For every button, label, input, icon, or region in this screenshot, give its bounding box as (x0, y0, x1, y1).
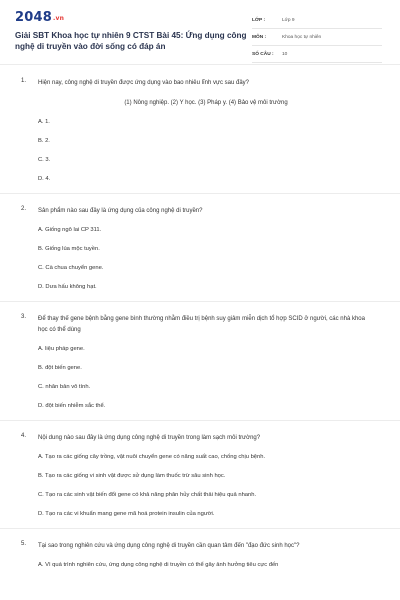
question-divider (0, 420, 400, 421)
logo-text: 2048 (15, 10, 52, 25)
question-number: 5. (21, 541, 27, 547)
header-divider (0, 64, 400, 65)
answer-option-a[interactable]: A. Giống ngô lai CP 311. (38, 227, 102, 233)
header (0, 0, 400, 64)
answer-option-c[interactable]: C. Tạo ra các sinh vật biến đổi gene có khả năng phân hủy chất thải hiệu quả nhanh. (38, 492, 257, 498)
question-5 (0, 541, 400, 579)
meta-value: Khoa học tự nhiên (282, 34, 322, 40)
meta-value: 10 (282, 51, 288, 57)
site-logo[interactable] (15, 10, 64, 25)
meta-info (252, 12, 382, 63)
question-4 (0, 433, 400, 529)
answer-option-b[interactable]: B. 2. (38, 138, 50, 144)
question-divider (0, 301, 400, 302)
answer-options (38, 560, 374, 579)
answer-option-c[interactable]: C. 3. (38, 157, 51, 163)
answer-option-b[interactable]: B. Giống lúa mộc tuyền. (38, 246, 100, 252)
question-divider (0, 528, 400, 529)
logo-suffix: .vn (52, 15, 65, 22)
question-list (0, 78, 400, 579)
answer-option-a[interactable]: A. Vì quá trình nghiên cứu, ứng dụng công nghệ di truyền có thể gây ảnh hưởng tiêu cực đến (38, 562, 279, 568)
question-text: Nội dung nào sau đây là ứng dụng công nghệ di truyền trong làm sạch môi trường? (38, 435, 261, 441)
question-1 (0, 78, 400, 194)
meta-key: LỚP : (252, 17, 266, 23)
meta-value: Lớp 9 (282, 17, 295, 23)
meta-row-count (252, 46, 382, 63)
answer-option-c[interactable]: C. nhân bản vô tính. (38, 384, 91, 390)
question-number: 4. (21, 433, 27, 439)
question-3 (0, 314, 400, 421)
answer-options (38, 117, 374, 193)
meta-key: MÔN : (252, 34, 267, 40)
question-number: 1. (21, 78, 27, 84)
answer-option-c[interactable]: C. Cà chua chuyển gene. (38, 265, 104, 271)
answer-options (38, 344, 374, 420)
page-title: Giải SBT Khoa học tự nhiên 9 CTST Bài 45: Ứng dụng công nghệ di truyền vào đời sống có đáp án (15, 31, 247, 51)
answer-option-d[interactable]: D. 4. (38, 176, 51, 182)
question-text: Để thay thế gene bệnh bằng gene bình thường nhằm điều trị bệnh suy giảm miễn dịch tổ hợp SCID ở người, các nhà khoa học có thể dùng (38, 316, 365, 333)
answer-option-a[interactable]: A. Tạo ra các giống cây trồng, vật nuôi chuyển gene có năng suất cao, chống chịu bệnh. (38, 454, 266, 460)
answer-options (38, 452, 374, 528)
question-text: Tại sao trong nghiên cứu và ứng dụng công nghệ di truyền cần quan tâm đến "đạo đức sinh học"? (38, 543, 300, 549)
question-statements: (1) Nông nghiệp. (2) Y học. (3) Pháp y. (4) Bảo vệ môi trường (124, 100, 288, 106)
answer-options (38, 225, 374, 301)
meta-row-subject (252, 29, 382, 46)
question-divider (0, 193, 400, 194)
meta-key: SỐ CÂU : (252, 51, 274, 57)
question-number: 3. (21, 314, 27, 320)
question-number: 2. (21, 206, 27, 212)
answer-option-d[interactable]: D. Dưa hấu không hạt. (38, 284, 97, 290)
answer-option-b[interactable]: B. Tạo ra các giống vi sinh vật được sử dụng làm thuốc trừ sâu sinh học. (38, 473, 226, 479)
meta-row-class (252, 12, 382, 29)
answer-option-a[interactable]: A. 1. (38, 119, 50, 125)
question-2 (0, 206, 400, 302)
answer-option-b[interactable]: B. đột biến gene. (38, 365, 82, 371)
answer-option-a[interactable]: A. liệu pháp gene. (38, 346, 85, 352)
answer-option-d[interactable]: D. Tạo ra các vi khuẩn mang gene mã hoá protein insulin của người. (38, 511, 215, 517)
question-text: Hiện nay, công nghệ di truyền được ứng dụng vào bao nhiêu lĩnh vực sau đây? (38, 80, 250, 86)
question-text: Sản phẩm nào sau đây là ứng dụng của công nghệ di truyền? (38, 208, 203, 214)
answer-option-d[interactable]: D. đột biến nhiễm sắc thể. (38, 403, 106, 409)
